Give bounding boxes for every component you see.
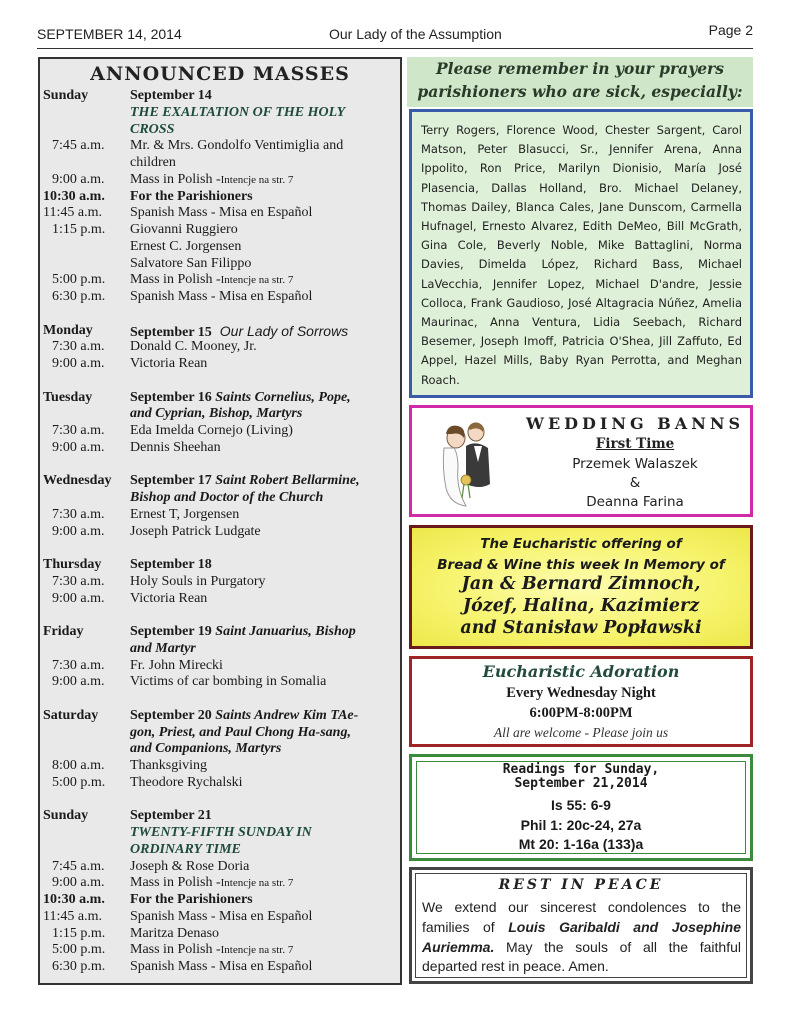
mass-entry — [43, 440, 398, 457]
mass-time: 9:00 a.m. — [52, 439, 105, 455]
mass-description — [130, 875, 398, 892]
mass-description-text: Mass in Polish - — [130, 171, 221, 187]
mass-description — [130, 88, 398, 105]
mass-description — [130, 440, 398, 457]
mass-time: 9:00 a.m. — [52, 171, 105, 187]
mass-description — [130, 725, 398, 742]
rip-title: REST IN PEACE — [498, 877, 664, 893]
mass-description-text: TWENTY-FIFTH SUNDAY IN — [130, 825, 312, 840]
mass-time: Saturday — [43, 707, 99, 723]
offering-name: Józef, Halina, Kazimierz — [462, 596, 700, 616]
rip-text-after: May the souls of all the faithful departed rest in peace. Amen. — [422, 938, 741, 975]
offering-line1: The Eucharistic offering of — [480, 536, 682, 552]
mass-description — [130, 189, 398, 206]
mass-entry — [43, 641, 398, 658]
mass-time: 9:00 a.m. — [52, 674, 105, 690]
mass-entry — [43, 122, 398, 139]
mass-description-text: Giovanni Ruggiero — [130, 222, 238, 237]
mass-entry — [43, 825, 398, 842]
readings-box — [409, 754, 753, 861]
mass-entry — [43, 708, 398, 725]
mass-entry — [43, 607, 398, 624]
mass-description — [130, 574, 398, 591]
mass-entry — [43, 859, 398, 876]
mass-description — [130, 741, 398, 758]
sick-list-names: Terry Rogers, Florence Wood, Chester Sargent, Carol Matson, Peter Blasucci, Sr., Jennifer Arena, Anna Ippolito, Ron Price, Marilyn Dionisio, María José Plasencia, Dallas Holland, Bro. Michael Delaney, Thomas Dailey, Blanca Cales, Jane Dunscom, Carmella Hufnagel, Ernesto Alvarez, Edith DeMeo, Bill McGrath, Gina Cole, Beverly Noble, Mike Battaglini, Norma Davies, Dimelda López, Richard Bass, Michael LaVecchia, Jennifer Lopez, Michael D'andre, Jessie Colloca, Frank Gaudioso, José Altagracia Núñez, Amelia Maurinac, Anna Ventura, Lidia Seebach, Richard Besemer, Joseph Imoff, Patricia O'Shea, Jill Zaffuto, Ed Appel, Hazel Mills, Baby Ryan Perrotta, and Meghan Roach. — [421, 123, 742, 387]
mass-entry — [43, 842, 398, 859]
mass-description — [130, 122, 398, 139]
mass-description — [130, 808, 398, 825]
mass-description-text: and Cyprian, Bishop, Martyrs — [130, 406, 303, 422]
mass-intentions-note: Intencje na str. 7 — [220, 877, 294, 890]
mass-entry — [43, 138, 398, 155]
announced-masses-title: ANNOUNCED MASSES — [90, 63, 350, 85]
mass-entry — [43, 88, 398, 105]
mass-description — [130, 624, 398, 641]
reading-item: Mt 20: 1-16a (133)a — [518, 836, 644, 852]
mass-description-text: Spanish Mass - Misa en Español — [130, 289, 313, 304]
mass-description — [130, 272, 398, 289]
mass-description — [130, 205, 398, 222]
mass-time: Tuesday — [43, 389, 93, 405]
mass-date: September 17 — [130, 473, 212, 489]
banns-ampersand: & — [629, 475, 641, 491]
mass-entry — [43, 792, 398, 809]
mass-entry — [43, 591, 398, 608]
mass-time: Sunday — [43, 808, 89, 824]
mass-description-text: For the Parishioners — [130, 892, 253, 907]
mass-entry — [43, 775, 398, 792]
mass-entry — [43, 339, 398, 356]
mass-entry — [43, 540, 398, 557]
page-number: Page 2 — [708, 22, 753, 38]
mass-description — [130, 390, 398, 407]
page-header — [37, 22, 753, 46]
mass-description — [130, 758, 398, 775]
mass-entry — [43, 490, 398, 507]
mass-entry — [43, 306, 398, 323]
mass-time: 7:30 a.m. — [52, 657, 105, 673]
mass-feast: Saints Cornelius, Pope, — [211, 389, 351, 405]
mass-description — [130, 775, 398, 792]
mass-description-text: Ernest C. Jorgensen — [130, 238, 242, 254]
mass-description — [130, 155, 398, 172]
mass-entry — [43, 222, 398, 239]
readings-title-line2: September 21,2014 — [514, 776, 648, 791]
mass-time: 7:30 a.m. — [52, 423, 105, 438]
eucharistic-offering-box — [409, 525, 753, 649]
mass-entry — [43, 959, 398, 976]
mass-entry — [43, 942, 398, 959]
bulletin-date: SEPTEMBER 14, 2014 — [37, 26, 182, 42]
mass-description-text: Donald C. Mooney, Jr. — [130, 339, 257, 355]
mass-time: 7:30 a.m. — [52, 506, 105, 522]
announced-masses-panel — [38, 57, 402, 985]
banns-groom: Przemek Walaszek — [572, 456, 698, 472]
mass-entry — [43, 239, 398, 256]
mass-description — [130, 825, 398, 842]
mass-description — [130, 356, 398, 373]
mass-entry — [43, 725, 398, 742]
mass-time: 7:45 a.m. — [52, 858, 105, 874]
mass-description-text: September 18 — [130, 557, 212, 572]
mass-time: 7:30 a.m. — [52, 339, 105, 355]
mass-time: 7:30 a.m. — [52, 573, 105, 589]
mass-description — [130, 959, 398, 976]
mass-feast: Saints Andrew Kim TAe- — [211, 707, 359, 723]
rip-text-before: We extend our sincerest condolences to the families of — [422, 899, 741, 935]
mass-description-text: gon, Priest, and Paul Chong Ha-sang, — [130, 724, 351, 740]
mass-time: 11:45 a.m. — [43, 205, 102, 221]
mass-description — [130, 289, 398, 306]
mass-description-text: and Martyr — [130, 640, 196, 656]
offering-line2: Bread & Wine this week In Memory of — [437, 557, 725, 573]
mass-entry — [43, 758, 398, 775]
mass-description-text: ORDINARY TIME — [130, 841, 241, 857]
sick-list-box — [409, 109, 753, 398]
prayers-heading-line1: Please remember in your prayers — [436, 59, 724, 78]
mass-entry — [43, 373, 398, 390]
mass-description — [130, 473, 398, 490]
mass-time: Monday — [43, 322, 93, 338]
mass-time: 9:00 a.m. — [52, 590, 105, 606]
mass-intentions-note: Intencje na str. 7 — [220, 274, 294, 287]
mass-description — [130, 708, 398, 725]
mass-description — [130, 859, 398, 876]
mass-time: 1:15 p.m. — [52, 925, 106, 941]
readings-title-line1: Readings for Sunday, — [502, 762, 660, 777]
mass-entry — [43, 457, 398, 474]
mass-entry — [43, 658, 398, 675]
mass-time: 5:00 p.m. — [52, 774, 106, 790]
mass-description-text: Fr. John Mirecki — [130, 657, 223, 673]
mass-time: 9:00 a.m. — [52, 523, 105, 539]
mass-description — [130, 507, 398, 524]
mass-description-text: Spanish Mass - Misa en Español — [130, 959, 313, 974]
rip-deceased-names: Louis Garibaldi and Josephine Auriemma. — [422, 918, 741, 955]
mass-description-text: Maritza Denaso — [130, 925, 220, 941]
mass-description-text: children — [130, 155, 176, 170]
mass-description — [130, 909, 398, 926]
mass-entry — [43, 909, 398, 926]
mass-description-text: Ernest T, Jorgensen — [130, 506, 240, 522]
mass-feast: Saint Robert Bellarmine, — [211, 473, 360, 489]
mass-description-text: September 21 — [130, 808, 212, 824]
mass-description-text: Theodore Rychalski — [130, 774, 243, 790]
mass-description-text: Holy Souls in Purgatory — [130, 573, 266, 589]
mass-description — [130, 105, 398, 122]
mass-time: Thursday — [43, 557, 102, 572]
mass-description — [130, 524, 398, 541]
mass-entry — [43, 691, 398, 708]
mass-description-text: Mr. & Mrs. Gondolfo Ventimiglia and — [130, 138, 344, 154]
mass-time: 6:30 p.m. — [52, 289, 106, 304]
mass-entry — [43, 189, 398, 206]
mass-description — [130, 892, 398, 909]
mass-entry — [43, 741, 398, 758]
mass-description-text: Bishop and Doctor of the Church — [130, 490, 324, 505]
mass-time: 9:00 a.m. — [52, 875, 105, 891]
mass-time: 9:00 a.m. — [52, 356, 105, 371]
mass-description — [130, 222, 398, 239]
mass-description-text: Joseph & Rose Doria — [130, 858, 250, 874]
mass-description-text: Thanksgiving — [130, 758, 207, 773]
mass-description-text: CROSS — [130, 121, 175, 137]
mass-description-text: Spanish Mass - Misa en Español — [130, 205, 313, 221]
mass-time: 10:30 a.m. — [43, 188, 105, 204]
mass-feast: Saint Januarius, Bishop — [211, 624, 356, 639]
mass-entry — [43, 574, 398, 591]
header-divider — [37, 48, 753, 49]
mass-entry — [43, 155, 398, 172]
mass-description — [130, 172, 398, 189]
mass-time: 6:30 p.m. — [52, 959, 106, 974]
mass-description — [130, 842, 398, 859]
adoration-title: Eucharistic Adoration — [482, 662, 680, 681]
mass-time: 5:00 p.m. — [52, 942, 106, 958]
mass-entry — [43, 289, 398, 306]
offering-name: and Stanisław Popławski — [460, 618, 702, 638]
mass-description — [130, 641, 398, 658]
mass-description-text: and Companions, Martyrs — [130, 741, 282, 757]
mass-time: 7:45 a.m. — [52, 138, 105, 154]
mass-time: 10:30 a.m. — [43, 892, 105, 907]
mass-entry — [43, 172, 398, 189]
mass-intentions-note: Intencje na str. 7 — [220, 944, 294, 957]
mass-description-text: Spanish Mass - Misa en Español — [130, 908, 313, 924]
mass-description — [130, 942, 398, 959]
mass-time: 1:15 p.m. — [52, 222, 106, 237]
mass-description — [130, 591, 398, 608]
mass-date: September 16 — [130, 389, 212, 405]
mass-date: September 20 — [130, 707, 212, 723]
mass-entry — [43, 323, 398, 340]
mass-entry — [43, 473, 398, 490]
mass-description-text: Salvatore San Filippo — [130, 255, 252, 271]
mass-time: Wednesday — [43, 473, 112, 489]
mass-entry — [43, 272, 398, 289]
mass-entry — [43, 875, 398, 892]
reading-item: Is 55: 6-9 — [551, 797, 611, 813]
mass-description-text: Joseph Patrick Ludgate — [130, 523, 261, 539]
mass-entry — [43, 390, 398, 407]
mass-description — [130, 239, 398, 256]
mass-description-text: THE EXALTATION OF THE HOLY — [130, 104, 346, 120]
prayers-heading — [407, 57, 753, 107]
mass-feast: Our Lady of Sorrows — [219, 322, 349, 339]
mass-description-text: Dennis Sheehan — [130, 439, 221, 455]
parish-name: Our Lady of the Assumption — [329, 26, 502, 42]
mass-time: 11:45 a.m. — [43, 908, 102, 924]
mass-entry — [43, 507, 398, 524]
mass-entry — [43, 892, 398, 909]
wedding-banns-title: WEDDING BANNS — [526, 414, 744, 433]
mass-entry — [43, 356, 398, 373]
mass-description — [130, 557, 398, 574]
mass-entry — [43, 423, 398, 440]
rest-in-peace-box — [409, 867, 753, 984]
mass-time: Sunday — [43, 88, 89, 103]
adoration-note: All are welcome - Please join us — [493, 725, 669, 740]
mass-description-text: Victoria Rean — [130, 590, 208, 606]
mass-entry — [43, 926, 398, 943]
mass-intentions-note: Intencje na str. 7 — [220, 173, 294, 186]
mass-description-text: Mass in Polish - — [130, 942, 221, 958]
mass-description — [130, 406, 398, 423]
mass-description — [130, 339, 398, 356]
wedding-banns-box — [409, 405, 753, 517]
mass-entry — [43, 205, 398, 222]
mass-description — [130, 490, 398, 507]
mass-description-text: For the Parishioners — [130, 188, 253, 204]
mass-description — [130, 256, 398, 273]
mass-entry — [43, 256, 398, 273]
mass-description — [130, 423, 398, 440]
reading-item: Phil 1: 20c-24, 27a — [520, 817, 642, 833]
banns-first-time: First Time — [595, 436, 675, 452]
mass-description — [130, 658, 398, 675]
mass-entry — [43, 406, 398, 423]
mass-description-text: Victoria Rean — [130, 356, 208, 371]
mass-entry — [43, 105, 398, 122]
mass-entry — [43, 524, 398, 541]
mass-description — [130, 138, 398, 155]
mass-description-text: September 15 — [130, 324, 212, 340]
adoration-day: Every Wednesday Night — [506, 685, 656, 701]
adoration-time: 6:00PM-8:00PM — [529, 705, 633, 721]
mass-description — [130, 674, 398, 691]
mass-description-text: Mass in Polish - — [130, 272, 221, 288]
wedding-couple-icon — [436, 418, 498, 510]
rip-text — [422, 898, 741, 977]
mass-entry — [43, 808, 398, 825]
mass-time: Friday — [43, 624, 84, 639]
mass-time: 8:00 a.m. — [52, 758, 105, 773]
banns-bride: Deanna Farina — [586, 494, 684, 510]
mass-description-text: Mass in Polish - — [130, 875, 221, 891]
prayers-heading-line2: parishioners who are sick, especially: — [417, 82, 743, 101]
mass-entry — [43, 624, 398, 641]
mass-date: September 19 — [130, 624, 212, 639]
mass-description-text: September 14 — [130, 88, 212, 103]
mass-entry — [43, 674, 398, 691]
mass-description-text: Victims of car bombing in Somalia — [130, 674, 327, 690]
offering-name: Jan & Bernard Zimnoch, — [461, 574, 701, 594]
mass-entry — [43, 557, 398, 574]
adoration-box — [409, 656, 753, 747]
mass-time: 5:00 p.m. — [52, 272, 106, 288]
mass-description-text: Eda Imelda Cornejo (Living) — [130, 423, 293, 438]
mass-description — [130, 926, 398, 943]
